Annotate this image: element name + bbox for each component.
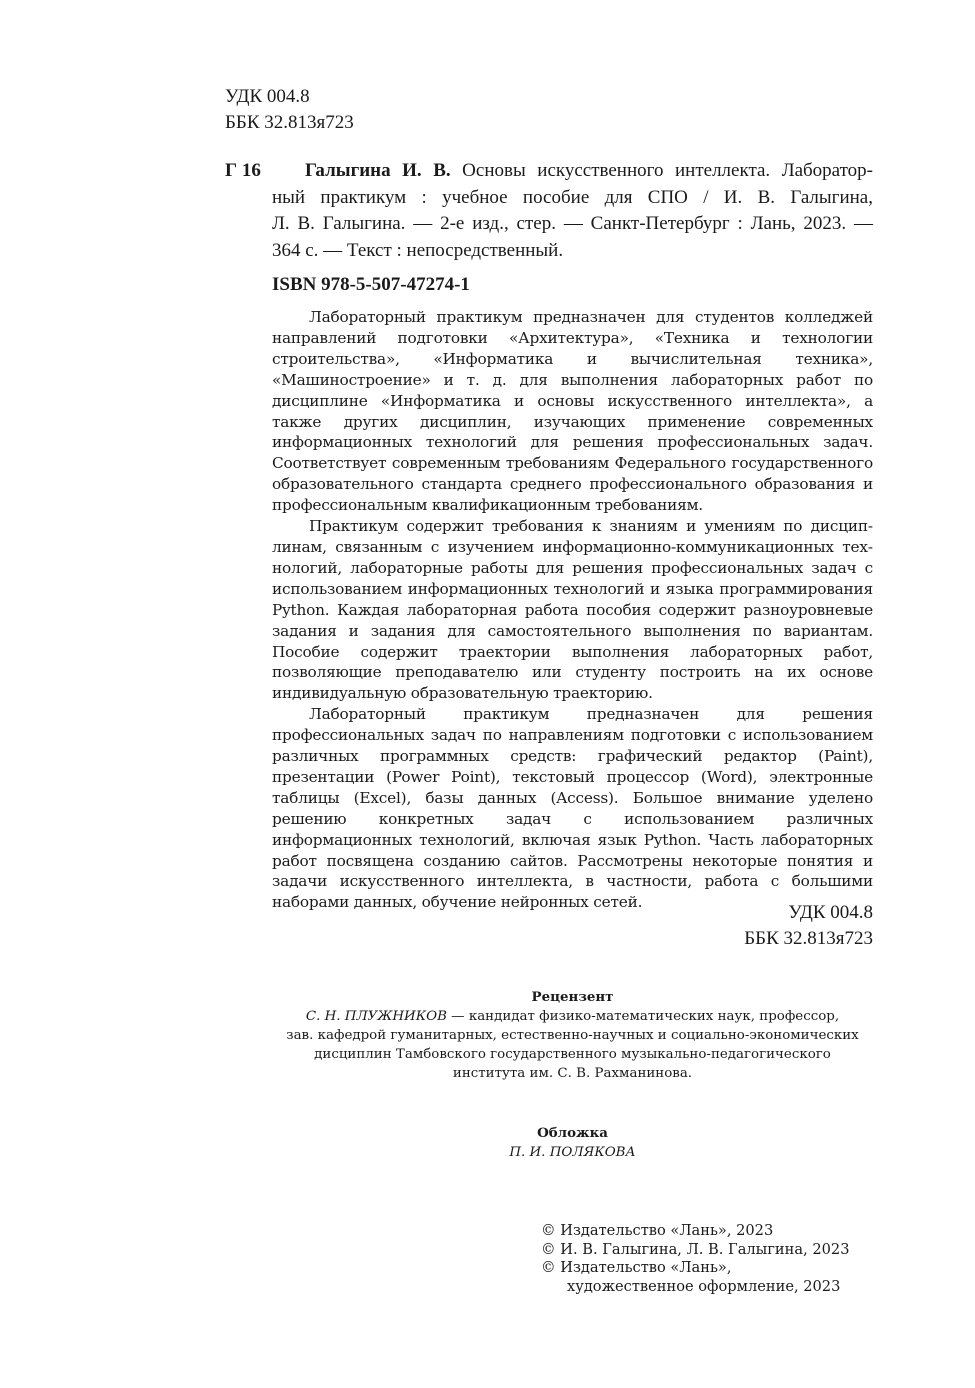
cover-designer: П. И. ПОЛЯКОВА <box>509 1145 636 1160</box>
annotation-paragraph: Лабораторный практикум предназначен для решения профессиональных задач по направлениям подготовки с использованием различных программных средств: графический редактор (Paint), презентации (Power Point), текстовый процессор (Word), электронные таблицы (Excel), базы данных (Access). Большое внимание уделено решению конкретных задач с использованием различных информационных технологий, включая язык Python. Часть лабораторных работ посвящена созданию сайтов. Рассмотрены некоторые понятия и задачи искусственного интеллекта, в частности, работа с большими наборами данных, обучение нейронных сетей. <box>272 705 873 912</box>
reviewer-line-4: института им. С. В. Рахманинова. <box>452 1066 693 1081</box>
reviewer-heading: Рецензент <box>531 989 614 1005</box>
udk-code: УДК 004.8 <box>225 86 310 107</box>
biblio-line-4: 364 с. — Текст : непосредственный. <box>272 239 564 261</box>
reviewer-line-2: зав. кафедрой гуманитарных, естественно-научных и социально-экономических <box>286 1028 859 1043</box>
bbk-code: ББК 32.813я723 <box>744 928 873 949</box>
reviewer-name: С. Н. ПЛУЖНИКОВ <box>305 1009 447 1024</box>
copyright-line: © Издательство «Лань», <box>541 1259 732 1276</box>
biblio-author: Галыгина И. В. <box>305 160 451 181</box>
biblio-line-3: Л. В. Галыгина. — 2-е изд., стер. — Санкт-Петербург : Лань, 2023. — <box>272 213 873 234</box>
classification-codes-bottom <box>744 900 873 952</box>
annotation-paragraph: Практикум содержит требования к знаниям и умениям по дисциплинам, связанным с изучением информационно-коммуникационных технологий, лабораторные работы для решения профессиональных задач с использованием информационных технологий и языка программирования Python. Каждая лабораторная работа пособия содержит разноуровневые задания и задания для самостоятельного выполнения по вариантам. Пособие содержит траектории выполнения лабораторных работ, позволяющие преподавателю или студенту построить на их основе индивидуальную образовательную траекторию. <box>272 517 873 703</box>
reviewer-line-1 <box>272 1007 873 1026</box>
copyright-line: художественное оформление, 2023 <box>567 1277 841 1295</box>
reviewer-line-3: дисциплин Тамбовского государственного музыкально-педагогического <box>314 1047 831 1062</box>
copyright-block <box>541 1222 850 1296</box>
copyright-line: © Издательство «Лань», 2023 <box>541 1222 774 1239</box>
isbn: ISBN 978-5-507-47274-1 <box>272 274 470 295</box>
copyright-line: © И. В. Галыгина, Л. В. Галыгина, 2023 <box>541 1240 850 1258</box>
cover-block <box>272 1124 873 1162</box>
reviewer-title: — кандидат физико-математических наук, профессор, <box>446 1009 840 1024</box>
biblio-line-1 <box>305 158 873 185</box>
biblio-line-2: ный практикум : учебное пособие для СПО / И. В. Галыгина, <box>272 186 873 208</box>
bibliographic-entry <box>272 158 874 264</box>
author-sign: Г 16 <box>225 160 261 181</box>
udk-code: УДК 004.8 <box>788 902 873 923</box>
annotation <box>272 307 873 913</box>
bbk-code: ББК 32.813я723 <box>225 112 354 133</box>
annotation-paragraph: Лабораторный практикум предназначен для студентов колледжей направлений подготовки «Архитектура», «Техника и технологии строительства», «Информатика и вычислительная техника», «Машиностроение» и т. д. для выполнения лабораторных работ по дисциплине «Информатика и основы искусственного интеллекта», а также других дисциплин, изучающих применение современных информационных технологий для решения профессиональных задач. Соответствует современным требованиям Федерального государственного образовательного стандарта среднего профессионального образования и профессиональным квалификационным требованиям. <box>272 308 873 515</box>
reviewer-block <box>272 988 873 1083</box>
biblio-title: Основы искусственного интеллекта. Лаборатор- <box>450 160 874 181</box>
cover-heading: Обложка <box>537 1125 608 1141</box>
classification-codes-top <box>225 84 354 136</box>
